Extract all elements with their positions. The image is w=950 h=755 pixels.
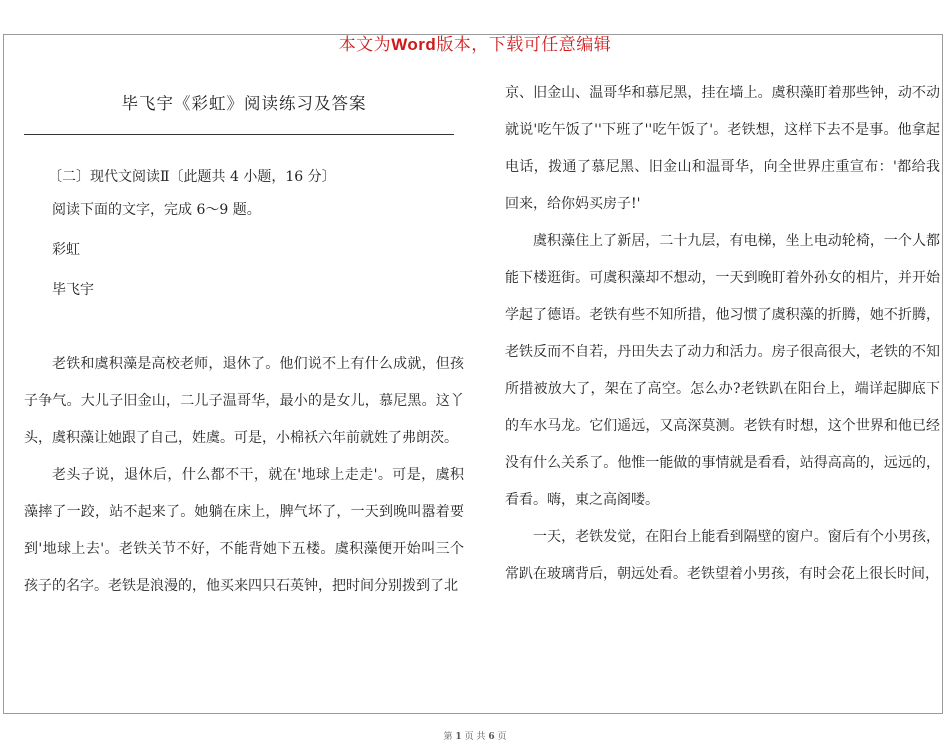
story-author: 毕飞宇 (52, 282, 94, 298)
reading-instruction: 阅读下面的文字，完成 6～9 题。 (52, 202, 261, 218)
page-footer (0, 729, 950, 742)
section-heading: 〔二〕现代文阅读Ⅱ〔此题共 4 小题，16 分〕 (48, 169, 336, 185)
footer-mid: 页 共 (464, 732, 486, 742)
paragraph-1: 老铁和虞积藻是高校老师，退休了。他们说不上有什么成就，但孩子争气。大儿子旧金山，二儿子温哥华，最小的是女儿，慕尼黑。这丫头，虞积藻让她跟了自己，姓虞。可是，小棉袄六年前就姓了弗朗茨。 (24, 356, 464, 446)
banner-word: Word (391, 35, 437, 54)
left-column (24, 84, 464, 605)
paragraph-4: 一天，老铁发觉，在阳台上能看到隔壁的窗户。窗后有个小男孩，常趴在玻璃背后，朝远处看。老铁望着小男孩，有时会花上很长时间， (505, 529, 940, 582)
word-version-banner (0, 30, 950, 55)
footer-total-pages: 6 (488, 732, 495, 742)
story-title: 彩虹 (52, 242, 80, 258)
footer-post: 页 (497, 732, 507, 742)
paragraph-2: 老头子说，退休后，什么都不干，就在'地球上走走'。可是，虞积藻摔了一跤，站不起来了。她躺在床上，脾气坏了，一天到晚叫嚣着要到'地球上去'。老铁关节不好，不能背她下五楼。虞积藻便开始叫三个孩子的名字。老铁是浪漫的，他买来四只石英钟，把时间分别拨到了北 (24, 467, 464, 594)
paragraph-2-continued: 京、旧金山、温哥华和慕尼黑，挂在墙上。虞积藻盯着那些钟，动不动就说'吃午饭了''下班了''吃午饭了'。老铁想，这样下去不是事。他拿起电话，拨通了慕尼黑、旧金山和温哥华，向全世界庄重宣布：'都给我回来，给你妈买房子!' (505, 85, 940, 212)
blank-line (24, 310, 464, 346)
footer-pre: 第 (443, 732, 453, 742)
banner-suffix: 版本，下载可任意编辑 (436, 35, 612, 55)
right-column (505, 84, 940, 593)
footer-page-number: 1 (455, 732, 462, 742)
title-divider (24, 134, 454, 135)
document-title: 毕飞宇《彩虹》阅读练习及答案 (121, 94, 367, 113)
banner-prefix: 本文为 (338, 35, 392, 55)
paragraph-3: 虞积藻住上了新居，二十九层，有电梯，坐上电动轮椅，一个人都能下楼逛街。可虞积藻却不想动，一天到晚盯着外孙女的相片，并开始学起了德语。老铁有些不知所措，他习惯了虞积藻的折腾，她不折腾，老铁反而不自若，丹田失去了动力和活力。房子很高很大，老铁的不知所措被放大了，架在了高空。怎么办?老铁趴在阳台上，端详起脚底下的车水马龙。它们遥远，又高深莫测。老铁有时想，这个世界和他已经没有什么关系了。他惟一能做的事情就是看看，站得高高的，远远的，看看。嗨，東之高阁喽。 (505, 233, 940, 508)
